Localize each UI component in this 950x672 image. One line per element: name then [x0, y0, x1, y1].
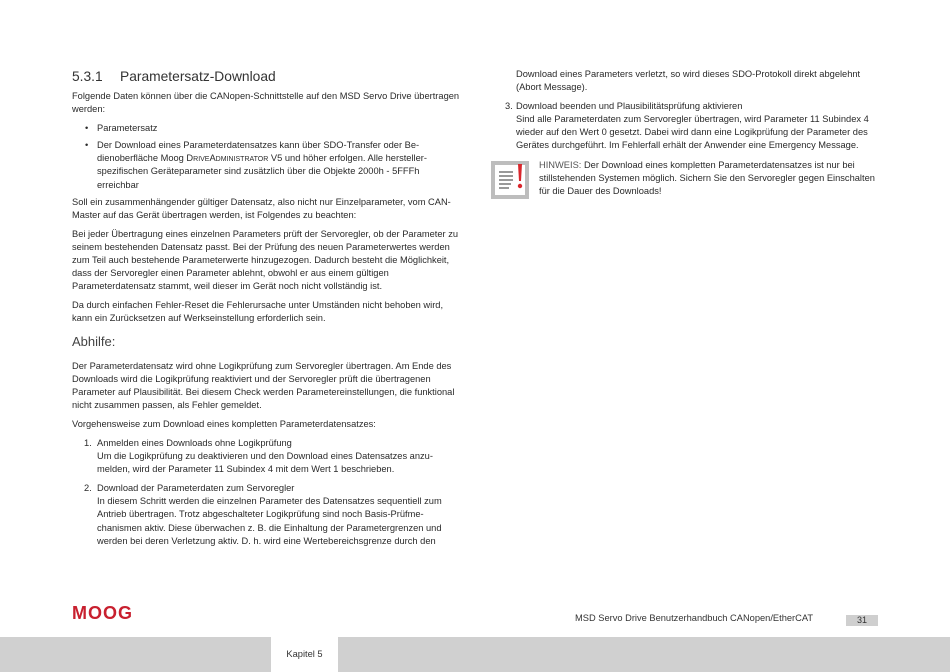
logo-text: MOOG — [72, 604, 133, 622]
page-number: 31 — [846, 615, 878, 626]
hinweis-note — [505, 159, 878, 198]
step-title: Download der Parameterdaten zum Servoregler — [97, 483, 295, 494]
steps-list — [72, 437, 460, 548]
paragraph: Der Parameterdatensatz wird ohne Logikprüfung zum Servoregler übertragen. Am Ende des Downloads wird die Logikprüfung reaktiviert und der Servoregler prüft die übertragenen Parameter auf Plausibilität. Bei diesem Check werden Parametereinstellungen, die funktional nicht zusammen passen, als Fehler gemeldet. — [72, 360, 455, 410]
moog-logo — [72, 604, 154, 622]
list-item: 2. Download der Parameterdaten zum Servoregler In diesem Schritt werden die einzelnen Parameter des Datensatzes sequentiell zum Antrieb übertragen. Trotz abgeschalteter Logikprüfung sind noch Basis-Prüfmechanismen aktiv. Diese überwachen z. B. die Einhaltung der Parametergrenzen und werden bei deren Verletzung aktiv. D. h. wird eine Wertebereichsgrenze durch den — [72, 482, 460, 547]
list-item: 1. Anmelden eines Downloads ohne Logikprüfung Um die Logikprüfung zu deaktivieren und den Download eines Datensatzes anzumelden, wird der Parameter 11 Subindex 4 mit dem Wert 1 beschrieben. — [72, 437, 460, 476]
data-bullet-list — [72, 122, 460, 191]
paragraph: Bei jeder Übertragung eines einzelnen Parameters prüft der Servoregler, ob der Parameter zu seinem bestehenden Datensatz passt. Bei der Prüfung des neuen Parameterwertes werden zum Teil auch bestehende Parameterwerte hinzugezogen. Dadurch besteht die Möglichkeit, dass der Servoregler einen Parameter ablehnt, obwohl er aus einem gültigen Parameterdatensatz stammt, weil dieser im Gerät noch nicht vollständig ist. — [72, 228, 459, 292]
intro-paragraph: Folgende Daten können über die CANopen-Schnittstelle auf den MSD Servo Drive übertragen werden: — [72, 91, 460, 115]
section-number: 5.3.1 — [72, 69, 103, 84]
continuation-paragraph: Download eines Parameters verletzt, so wird dieses SDO-Protokoll direkt abgelehnt (Abort Message). — [516, 69, 861, 93]
hinweis-text: Der Download eines kompletten Parameterdatensatzes ist nur bei stillstehenden Systemen möglich. Sichern Sie den Servoregler gegen Einschalten für die Dauer des Downloads! — [539, 159, 875, 196]
list-item: • Der Download eines Parameterdatensatzes kann über SDO-Transfer oder Bedienoberfläche Moog DriveAdministrator V5 und höher erfolgen. Alle herstellerspezifischen Geräteparameter sind zusätzlich über die Objekte 2000h - 5FFFh erreichbar — [85, 139, 460, 191]
hinweis-label: HINWEIS: — [539, 159, 582, 170]
step-title: Download beenden und Plausibilitätsprüfung aktivieren — [516, 101, 743, 112]
abhilfe-heading: Abhilfe: — [72, 333, 116, 349]
right-column — [505, 68, 878, 198]
step-text: Sind alle Parameterdaten zum Servoregler übertragen, wird Parameter 11 Subindex 4 wieder auf den Wert 0 gesetzt. Dabei wird dann eine Logikprüfung der Parameter des Gerätes durchgeführt. Im Fehlerfall erhält der Anwender eine Emergency Message. — [516, 114, 869, 151]
paragraph: Soll ein zusammenhängender gültiger Datensatz, also nicht nur Einzelparameter, vom CAN-Master auf das Gerät übertragen werden, ist Folgendes zu beachten: — [72, 196, 451, 220]
chapter-tab: Kapitel 5 — [271, 637, 338, 672]
section-heading — [72, 68, 460, 86]
left-column — [72, 68, 460, 554]
note-warning-icon — [491, 161, 529, 199]
step-title: Anmelden eines Downloads ohne Logikprüfung — [97, 437, 292, 448]
footer-bar — [0, 637, 950, 672]
section-title: Parametersatz-Download — [120, 69, 276, 84]
document-title: MSD Servo Drive Benutzerhandbuch CANopen/EtherCAT — [575, 613, 814, 623]
list-item: 3. Download beenden und Plausibilitätsprüfung aktivieren Sind alle Parameterdaten zum Servoregler übertragen, wird Parameter 11 Subindex 4 wieder auf den Wert 0 gesetzt. Dabei wird dann eine Logikprüfung der Parameter des Gerätes durchgeführt. Im Fehlerfall erhält der Anwender eine Emergency Message. — [505, 100, 878, 152]
product-name: DriveAdministrator — [186, 153, 269, 164]
step-text: Um die Logikprüfung zu deaktivieren und den Download eines Datensatzes anzumelden, wird der Parameter 11 Subindex 4 mit dem Wert 1 beschrieben. — [97, 451, 433, 475]
step-text: In diesem Schritt werden die einzelnen Parameter des Datensatzes sequentiell zum Antrieb übertragen. Trotz abgeschalteter Logikprüfung sind noch Basis-Prüfmechanismen aktiv. Diese überwachen z. B. die Einhaltung der Parametergrenzen und werden bei deren Verletzung aktiv. D. h. wird eine Wertebereichsgrenze durch den — [97, 496, 442, 546]
paragraph: Vorgehensweise zum Download eines kompletten Parameterdatensatzes: — [72, 418, 376, 429]
steps-list-continued — [505, 100, 878, 152]
list-item: • Parametersatz — [85, 122, 460, 135]
paragraph: Da durch einfachen Fehler-Reset die Fehlerursache unter Umständen nicht behoben wird, kann ein Zurücksetzen auf Werkseinstellung erforderlich sein. — [72, 300, 444, 324]
